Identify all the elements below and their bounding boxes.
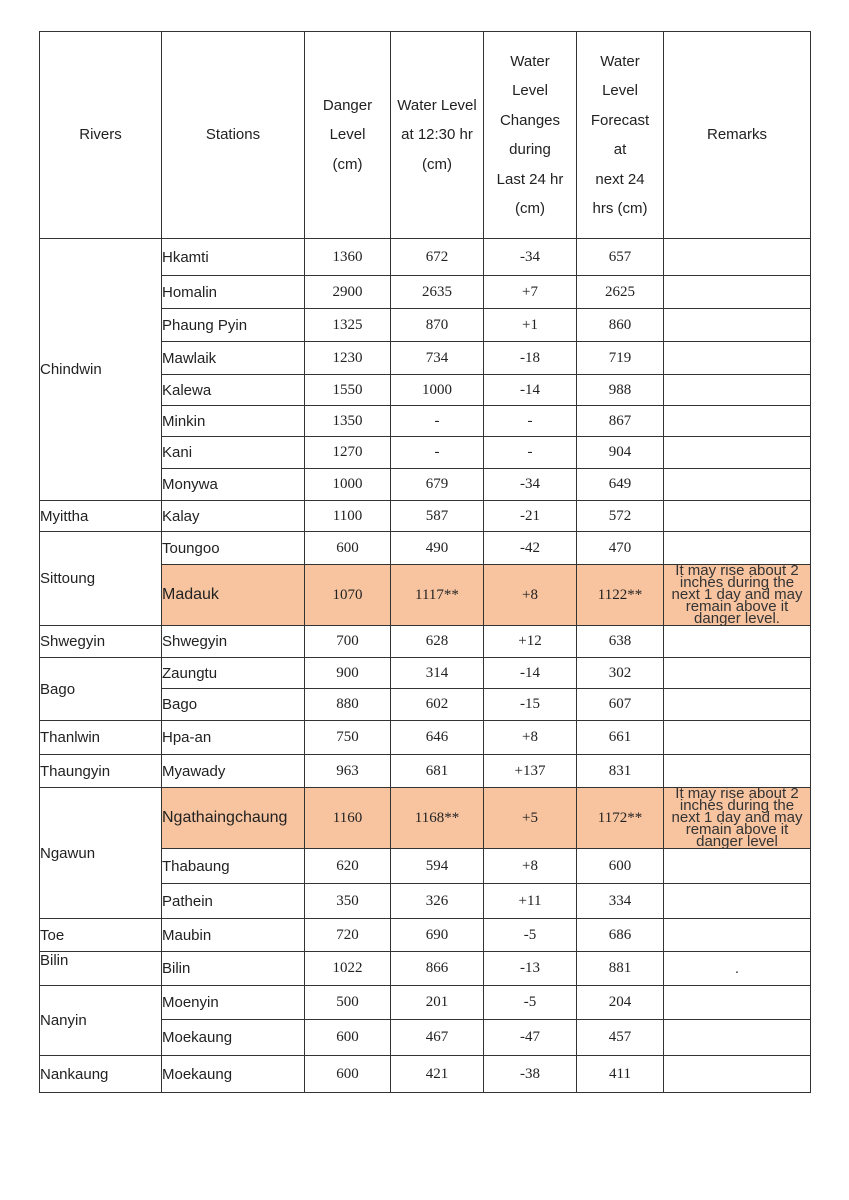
level-change-cell: -18: [484, 342, 577, 375]
header-forecast-line: next 24: [595, 170, 645, 188]
remarks-cell: [664, 309, 811, 342]
danger-level-cell: 880: [305, 689, 391, 721]
level-change-cell: +1: [484, 309, 577, 342]
level-change-cell: +8: [484, 849, 577, 884]
forecast-cell: 204: [577, 986, 664, 1020]
remarks-cell: [664, 721, 811, 755]
level-change-cell: +8: [484, 565, 577, 626]
header-rivers: Rivers: [40, 32, 162, 239]
level-change-cell: +7: [484, 276, 577, 309]
table-row: [40, 788, 811, 849]
remarks-cell: [664, 375, 811, 406]
river-cell: Myittha: [40, 501, 162, 532]
station-cell: Mawlaik: [162, 342, 305, 375]
level-change-cell: -34: [484, 469, 577, 501]
level-change-cell: +8: [484, 721, 577, 755]
remarks-cell: [664, 689, 811, 721]
header-remarks: Remarks: [664, 32, 811, 239]
header-forecast-line: at: [613, 141, 627, 158]
header-water-level-line: (cm): [422, 155, 452, 173]
water-level-cell: -: [391, 437, 484, 469]
station-cell: Hkamti: [162, 239, 305, 276]
station-cell: Kani: [162, 437, 305, 469]
water-level-cell: 734: [391, 342, 484, 375]
forecast-cell: 881: [577, 952, 664, 986]
danger-level-cell: 1070: [305, 565, 391, 626]
danger-level-cell: 1360: [305, 239, 391, 276]
remarks-cell: .: [664, 952, 811, 986]
danger-level-cell: 720: [305, 919, 391, 952]
danger-level-cell: 1230: [305, 342, 391, 375]
header-changes-line: Last 24 hr: [496, 170, 564, 188]
level-change-cell: +137: [484, 755, 577, 788]
station-cell: Moekaung: [162, 1056, 305, 1093]
water-level-cell: 672: [391, 239, 484, 276]
level-change-cell: -47: [484, 1020, 577, 1056]
station-cell: Toungoo: [162, 532, 305, 565]
level-change-cell: -38: [484, 1056, 577, 1093]
river-cell: Shwegyin: [40, 626, 162, 658]
station-cell: Pathein: [162, 884, 305, 919]
forecast-cell: 638: [577, 626, 664, 658]
header-stations: Stations: [162, 32, 305, 239]
forecast-cell: 607: [577, 689, 664, 721]
water-level-cell: 467: [391, 1020, 484, 1056]
danger-level-cell: 1270: [305, 437, 391, 469]
water-level-cell: 2635: [391, 276, 484, 309]
station-cell: Moenyin: [162, 986, 305, 1020]
danger-level-cell: 620: [305, 849, 391, 884]
river-cell: Thanlwin: [40, 721, 162, 755]
forecast-cell: 1122**: [577, 565, 664, 626]
table-row: [40, 658, 811, 689]
level-change-cell: -: [484, 406, 577, 437]
forecast-cell: 649: [577, 469, 664, 501]
table-row: [40, 1056, 811, 1093]
forecast-cell: 988: [577, 375, 664, 406]
water-level-cell: 421: [391, 1056, 484, 1093]
header-row: [40, 32, 811, 239]
table-row: [40, 919, 811, 952]
header-forecast-line: Level: [602, 82, 638, 99]
water-level-cell: 201: [391, 986, 484, 1020]
remarks-cell: [664, 239, 811, 276]
remarks-cell: [664, 276, 811, 309]
header-forecast-line: hrs (cm): [592, 200, 648, 217]
forecast-cell: 831: [577, 755, 664, 788]
header-changes: [484, 32, 577, 239]
remarks-cell: [664, 1056, 811, 1093]
river-cell: Nanyin: [40, 986, 162, 1056]
remarks-cell: [664, 919, 811, 952]
water-level-cell: 1000: [391, 375, 484, 406]
forecast-cell: 904: [577, 437, 664, 469]
remarks-cell: It may rise about 2 inches during the next 1 day and may remain above it danger level.: [664, 565, 811, 626]
river-cell: Thaungyin: [40, 755, 162, 788]
forecast-cell: 1172**: [577, 788, 664, 849]
water-level-cell: 594: [391, 849, 484, 884]
river-cell: Sittoung: [40, 532, 162, 626]
water-level-cell: 326: [391, 884, 484, 919]
header-water-level-line: at 12:30 hr: [401, 126, 473, 144]
danger-level-cell: 1000: [305, 469, 391, 501]
water-level-cell: 690: [391, 919, 484, 952]
water-level-cell: 314: [391, 658, 484, 689]
danger-level-cell: 500: [305, 986, 391, 1020]
header-danger-line: Level: [329, 126, 366, 144]
station-cell: Phaung Pyin: [162, 309, 305, 342]
forecast-cell: 572: [577, 501, 664, 532]
station-cell: Minkin: [162, 406, 305, 437]
river-cell: Ngawun: [40, 788, 162, 919]
header-changes-line: Water: [510, 52, 550, 70]
level-change-cell: -42: [484, 532, 577, 565]
table-row: [40, 501, 811, 532]
header-changes-line: during: [509, 141, 551, 158]
river-cell: Bago: [40, 658, 162, 721]
station-cell: Bilin: [162, 952, 305, 986]
level-change-cell: -: [484, 437, 577, 469]
header-forecast: [577, 32, 664, 239]
water-level-cell: 646: [391, 721, 484, 755]
station-cell: Kalay: [162, 501, 305, 532]
header-danger-level: [305, 32, 391, 239]
level-change-cell: -15: [484, 689, 577, 721]
water-level-cell: 866: [391, 952, 484, 986]
danger-level-cell: 1100: [305, 501, 391, 532]
level-change-cell: -14: [484, 658, 577, 689]
water-level-cell: 870: [391, 309, 484, 342]
station-cell: Bago: [162, 689, 305, 721]
forecast-cell: 661: [577, 721, 664, 755]
forecast-cell: 302: [577, 658, 664, 689]
danger-level-cell: 1550: [305, 375, 391, 406]
station-cell: Kalewa: [162, 375, 305, 406]
danger-level-cell: 600: [305, 1020, 391, 1056]
remarks-cell: [664, 532, 811, 565]
header-danger-line: (cm): [332, 155, 363, 173]
station-cell: Homalin: [162, 276, 305, 309]
level-change-cell: -14: [484, 375, 577, 406]
level-change-cell: -5: [484, 986, 577, 1020]
header-changes-line: (cm): [515, 200, 545, 217]
remarks-cell: [664, 884, 811, 919]
forecast-cell: 860: [577, 309, 664, 342]
table-row: [40, 755, 811, 788]
remarks-cell: [664, 849, 811, 884]
level-change-cell: -34: [484, 239, 577, 276]
water-level-cell: 587: [391, 501, 484, 532]
remarks-cell: [664, 501, 811, 532]
station-cell: Myawady: [162, 755, 305, 788]
water-level-cell: 681: [391, 755, 484, 788]
danger-level-cell: 700: [305, 626, 391, 658]
level-change-cell: -21: [484, 501, 577, 532]
table-body: [40, 239, 811, 1093]
danger-level-cell: 350: [305, 884, 391, 919]
header-changes-line: Level: [512, 82, 548, 99]
danger-level-cell: 963: [305, 755, 391, 788]
water-level-cell: -: [391, 406, 484, 437]
water-level-cell: 1168**: [391, 788, 484, 849]
water-level-table: [39, 31, 811, 1093]
water-level-cell: 602: [391, 689, 484, 721]
remarks-cell: [664, 406, 811, 437]
level-change-cell: +12: [484, 626, 577, 658]
header-forecast-line: Water: [600, 52, 640, 70]
river-cell: Nankaung: [40, 1056, 162, 1093]
remarks-cell: [664, 469, 811, 501]
remarks-cell: [664, 1020, 811, 1056]
danger-level-cell: 2900: [305, 276, 391, 309]
danger-level-cell: 600: [305, 1056, 391, 1093]
header-changes-line: Changes: [499, 111, 561, 129]
table-row: [40, 626, 811, 658]
table-row: [40, 239, 811, 276]
level-change-cell: +11: [484, 884, 577, 919]
forecast-cell: 470: [577, 532, 664, 565]
danger-level-cell: 1160: [305, 788, 391, 849]
forecast-cell: 2625: [577, 276, 664, 309]
river-cell: Toe: [40, 919, 162, 952]
forecast-cell: 719: [577, 342, 664, 375]
station-cell: Maubin: [162, 919, 305, 952]
table-row: [40, 532, 811, 565]
remarks-cell: [664, 626, 811, 658]
danger-level-cell: 1022: [305, 952, 391, 986]
station-cell: Moekaung: [162, 1020, 305, 1056]
forecast-cell: 334: [577, 884, 664, 919]
station-cell: Monywa: [162, 469, 305, 501]
danger-level-cell: 600: [305, 532, 391, 565]
water-level-cell: 1117**: [391, 565, 484, 626]
header-water-level: [391, 32, 484, 239]
level-change-cell: +5: [484, 788, 577, 849]
table-row: [40, 721, 811, 755]
table-row: [40, 952, 811, 986]
forecast-cell: 867: [577, 406, 664, 437]
remarks-cell: [664, 755, 811, 788]
forecast-cell: 686: [577, 919, 664, 952]
forecast-cell: 457: [577, 1020, 664, 1056]
header-danger-line: Danger: [322, 96, 373, 114]
station-cell: Shwegyin: [162, 626, 305, 658]
forecast-cell: 600: [577, 849, 664, 884]
river-cell: Bilin: [40, 952, 162, 986]
level-change-cell: -13: [484, 952, 577, 986]
remarks-cell: It may rise about 2 inches during the next 1 day and may remain above it danger level: [664, 788, 811, 849]
level-change-cell: -5: [484, 919, 577, 952]
remarks-cell: [664, 658, 811, 689]
danger-level-cell: 1350: [305, 406, 391, 437]
forecast-cell: 411: [577, 1056, 664, 1093]
station-cell: Zaungtu: [162, 658, 305, 689]
river-cell: Chindwin: [40, 239, 162, 501]
station-cell: Ngathaingchaung: [162, 788, 305, 849]
water-level-cell: 679: [391, 469, 484, 501]
table-row: [40, 986, 811, 1020]
header-forecast-line: Forecast: [590, 111, 650, 129]
water-level-cell: 628: [391, 626, 484, 658]
forecast-cell: 657: [577, 239, 664, 276]
danger-level-cell: 1325: [305, 309, 391, 342]
remarks-cell: [664, 437, 811, 469]
station-cell: Hpa-an: [162, 721, 305, 755]
header-water-level-line: Water Level: [397, 96, 477, 114]
water-level-cell: 490: [391, 532, 484, 565]
remarks-cell: [664, 986, 811, 1020]
danger-level-cell: 750: [305, 721, 391, 755]
station-cell: Thabaung: [162, 849, 305, 884]
danger-level-cell: 900: [305, 658, 391, 689]
station-cell: Madauk: [162, 565, 305, 626]
remarks-cell: [664, 342, 811, 375]
